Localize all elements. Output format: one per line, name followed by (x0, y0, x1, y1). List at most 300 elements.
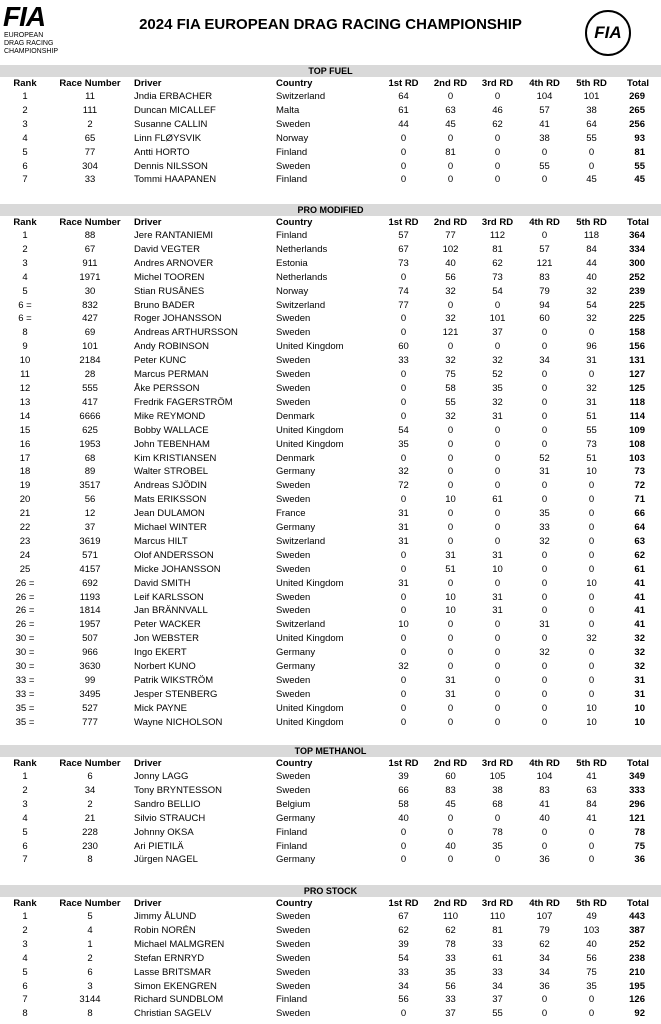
cell-round-5: 118 (583, 230, 600, 241)
cell-round-5: 0 (588, 522, 595, 534)
cell-round-1: 74 (398, 285, 409, 297)
cell-race-number: 228 (82, 826, 98, 838)
cell-round-5: 56 (586, 952, 597, 964)
cell-total: 75 (634, 840, 645, 852)
page-title: 2024 FIA EUROPEAN DRAG RACING CHAMPIONSHIP (139, 16, 522, 33)
cell-round-5: 0 (588, 146, 595, 158)
table-row (0, 507, 661, 521)
cell-round-5: 103 (583, 924, 600, 936)
cell-rank: 4 (22, 812, 28, 824)
cell-round-3: 0 (494, 174, 501, 186)
cell-round-4: 62 (539, 938, 550, 950)
cell-round-5: 0 (588, 160, 595, 172)
cell-driver: Susanne CALLIN (134, 118, 208, 130)
cell-round-4: 0 (541, 146, 548, 158)
cell-race-number: 555 (82, 382, 98, 394)
cell-round-2: 62 (445, 924, 456, 936)
cell-round-3: 78 (492, 826, 503, 838)
cell-country: Sweden (276, 549, 311, 561)
cell-total: 239 (629, 285, 645, 297)
column-header-driver: Driver (134, 758, 162, 769)
column-header-round-2: 2nd RD (433, 758, 468, 769)
cell-round-5: 0 (588, 994, 595, 1006)
cell-total: 55 (634, 160, 645, 172)
cell-round-5: 96 (586, 341, 597, 353)
cell-country: France (276, 508, 306, 520)
cell-round-3: 0 (494, 299, 501, 311)
cell-round-4: 83 (539, 271, 550, 283)
cell-round-4: 0 (541, 577, 548, 589)
table-header-row (0, 897, 661, 910)
cell-round-5: 10 (586, 702, 597, 714)
cell-driver: Mike REYMOND (134, 410, 206, 422)
cell-race-number: 3619 (79, 535, 101, 547)
cell-round-5: 101 (583, 91, 600, 102)
cell-round-1: 0 (400, 633, 407, 645)
column-header-driver: Driver (134, 217, 162, 228)
cell-total: 443 (629, 911, 645, 922)
cell-total: 296 (629, 798, 645, 810)
cell-round-2: 63 (445, 104, 456, 116)
standings-section (0, 65, 661, 187)
cell-race-number: 4 (87, 924, 93, 936)
cell-race-number: 28 (84, 369, 96, 381)
cell-round-4: 34 (539, 952, 550, 964)
cell-round-3: 81 (492, 924, 503, 936)
cell-rank: 3 (22, 118, 28, 130)
cell-race-number: 832 (82, 299, 98, 311)
cell-total: 156 (629, 341, 645, 353)
cell-round-1: 0 (400, 382, 407, 394)
cell-round-1: 0 (400, 410, 407, 422)
cell-round-5: 31 (586, 396, 597, 408)
cell-round-1: 39 (398, 938, 409, 950)
cell-race-number: 2 (87, 798, 93, 810)
cell-country: Sweden (276, 396, 311, 408)
cell-country: Sweden (276, 494, 311, 506)
cell-driver: David SMITH (134, 577, 191, 589)
cell-total: 126 (629, 994, 645, 1006)
logo-line-3: CHAMPIONSHIP (4, 48, 59, 55)
table-header-row (0, 216, 661, 229)
table-row (0, 1007, 661, 1021)
cell-round-1: 33 (398, 355, 409, 367)
cell-total: 265 (629, 104, 645, 116)
cell-round-2: 35 (445, 966, 456, 978)
standings-section (0, 204, 661, 730)
cell-round-3: 37 (492, 327, 503, 339)
cell-round-4: 0 (541, 1008, 548, 1020)
section-title: TOP METHANOL (0, 745, 661, 757)
table-row (0, 312, 661, 326)
cell-country: Sweden (276, 980, 311, 992)
cell-round-4: 34 (539, 355, 550, 367)
cell-round-2: 0 (447, 661, 454, 673)
cell-race-number: 3495 (79, 688, 101, 700)
table-row (0, 410, 661, 424)
cell-round-3: 32 (492, 396, 503, 408)
cell-rank: 5 (22, 826, 28, 838)
cell-round-4: 60 (539, 313, 550, 325)
cell-rank: 35 = (15, 716, 35, 728)
cell-round-4: 0 (541, 494, 548, 506)
cell-round-3: 73 (492, 271, 503, 283)
table-row (0, 952, 661, 966)
cell-round-2: 0 (447, 438, 454, 450)
cell-round-2: 102 (442, 243, 459, 255)
column-header-round-1: 1st RD (388, 758, 419, 769)
cell-round-5: 41 (586, 771, 597, 782)
section-title: PRO MODIFIED (0, 204, 661, 216)
cell-round-3: 0 (494, 812, 501, 824)
cell-driver: Jonny LAGG (134, 771, 189, 782)
cell-race-number: 911 (82, 257, 98, 269)
cell-country: Sweden (276, 911, 311, 922)
cell-total: 78 (634, 826, 645, 838)
cell-rank: 2 (22, 784, 28, 796)
cell-round-5: 73 (586, 438, 597, 450)
column-header-country: Country (276, 78, 313, 89)
cell-race-number: 77 (84, 146, 96, 158)
standings-section (0, 885, 661, 1021)
cell-rank: 7 (22, 854, 28, 866)
column-header-race-number: Race Number (59, 758, 121, 769)
cell-total: 41 (634, 619, 645, 631)
cell-round-1: 61 (398, 104, 409, 116)
cell-round-4: 55 (539, 160, 550, 172)
cell-country: United Kingdom (276, 424, 344, 436)
table-header-row (0, 77, 661, 90)
cell-driver: Marcus PERMAN (134, 369, 209, 381)
table-row (0, 424, 661, 438)
cell-driver: Robin NORÉN (134, 924, 196, 936)
cell-round-5: 45 (586, 174, 597, 186)
cell-rank: 17 (19, 452, 31, 464)
cell-rank: 4 (22, 271, 28, 283)
column-header-round-4: 4th RD (529, 78, 560, 89)
cell-driver: Michael WINTER (134, 522, 207, 534)
cell-country: Sweden (276, 327, 311, 339)
cell-round-4: 0 (541, 826, 548, 838)
cell-country: United Kingdom (276, 577, 344, 589)
cell-round-4: 104 (536, 91, 553, 102)
cell-round-2: 40 (445, 840, 456, 852)
cell-country: United Kingdom (276, 438, 344, 450)
cell-round-1: 0 (400, 132, 407, 144)
column-header-total: Total (627, 217, 649, 228)
cell-round-4: 32 (539, 535, 550, 547)
cell-round-1: 34 (398, 980, 409, 992)
table-row (0, 784, 661, 798)
standings-table (0, 897, 661, 1021)
table-row (0, 493, 661, 507)
cell-country: Switzerland (276, 535, 326, 547)
cell-country: United Kingdom (276, 341, 344, 353)
cell-driver: Leif KARLSSON (134, 591, 204, 603)
table-row (0, 299, 661, 313)
cell-race-number: 68 (84, 452, 96, 464)
cell-rank: 26 = (15, 605, 35, 617)
cell-round-5: 40 (586, 938, 597, 950)
cell-rank: 7 (22, 174, 28, 186)
cell-total: 10 (634, 702, 645, 714)
cell-round-4: 52 (539, 452, 550, 464)
cell-race-number: 37 (84, 522, 96, 534)
cell-round-2: 0 (447, 466, 454, 478)
cell-round-1: 72 (398, 480, 409, 492)
column-header-country: Country (276, 898, 313, 909)
column-header-country: Country (276, 758, 313, 769)
table-row (0, 146, 661, 160)
cell-driver: Walter STROBEL (134, 466, 209, 478)
cell-round-2: 56 (445, 980, 456, 992)
cell-round-5: 44 (586, 257, 597, 269)
cell-round-5: 0 (588, 688, 595, 700)
cell-country: Norway (276, 285, 309, 297)
cell-round-3: 61 (492, 494, 503, 506)
table-row (0, 702, 661, 716)
cell-country: Sweden (276, 313, 311, 325)
cell-rank: 6 (22, 840, 28, 852)
table-row (0, 910, 661, 924)
cell-total: 32 (634, 661, 645, 673)
cell-round-1: 73 (398, 257, 409, 269)
cell-total: 333 (629, 784, 645, 796)
cell-round-4: 31 (539, 466, 550, 478)
column-header-total: Total (627, 898, 649, 909)
cell-driver: Olof ANDERSSON (134, 549, 214, 561)
cell-round-5: 0 (588, 647, 595, 659)
table-row (0, 993, 661, 1007)
cell-driver: Sandro BELLIO (134, 798, 201, 810)
cell-round-1: 0 (400, 549, 407, 561)
cell-total: 66 (634, 508, 645, 520)
cell-race-number: 4157 (79, 563, 101, 575)
cell-round-1: 32 (398, 466, 409, 478)
table-row (0, 924, 661, 938)
cell-round-3: 34 (492, 980, 503, 992)
cell-round-2: 0 (447, 535, 454, 547)
cell-total: 73 (634, 466, 645, 478)
cell-race-number: 12 (84, 508, 96, 520)
cell-rank: 5 (22, 146, 28, 158)
cell-round-1: 35 (398, 438, 409, 450)
cell-race-number: 101 (82, 341, 98, 353)
cell-country: Sweden (276, 605, 311, 617)
cell-round-2: 0 (447, 480, 454, 492)
cell-round-5: 41 (586, 812, 597, 824)
cell-round-1: 0 (400, 271, 407, 283)
cell-round-5: 0 (588, 675, 595, 686)
cell-round-4: 0 (541, 341, 548, 353)
cell-round-2: 78 (445, 938, 456, 950)
cell-country: Sweden (276, 1008, 311, 1020)
table-row (0, 173, 661, 187)
cell-total: 349 (629, 771, 645, 782)
cell-round-5: 0 (588, 840, 595, 852)
cell-round-2: 45 (445, 118, 456, 130)
table-row (0, 660, 661, 674)
cell-total: 63 (634, 535, 645, 547)
cell-country: Germany (276, 647, 316, 659)
cell-driver: Ari PIETILÄ (134, 840, 184, 852)
cell-country: Germany (276, 812, 316, 824)
column-header-round-2: 2nd RD (433, 78, 468, 89)
cell-driver: Antti HORTO (134, 146, 190, 158)
cell-rank: 3 (22, 798, 28, 810)
cell-driver: Jesper STENBERG (134, 688, 218, 700)
cell-round-4: 0 (541, 438, 548, 450)
cell-round-4: 36 (539, 980, 550, 992)
cell-round-1: 0 (400, 369, 407, 381)
cell-round-3: 32 (492, 355, 503, 367)
cell-rank: 30 = (15, 661, 35, 673)
cell-driver: Peter WACKER (134, 619, 201, 631)
cell-round-1: 60 (398, 341, 409, 353)
cell-round-2: 0 (447, 452, 454, 464)
cell-round-4: 121 (536, 257, 553, 269)
table-row (0, 966, 661, 980)
cell-driver: Bruno BADER (134, 299, 195, 311)
cell-country: Finland (276, 994, 308, 1006)
cell-round-4: 0 (541, 424, 548, 436)
cell-round-1: 0 (400, 675, 407, 686)
cell-race-number: 99 (84, 675, 96, 686)
cell-total: 334 (629, 243, 645, 255)
cell-round-1: 10 (398, 619, 409, 631)
cell-driver: Andreas ARTHURSSON (134, 327, 238, 339)
cell-rank: 1 (22, 771, 28, 782)
cell-round-2: 0 (447, 854, 454, 866)
cell-race-number: 8 (87, 854, 93, 866)
cell-round-5: 0 (588, 563, 595, 575)
cell-round-5: 0 (588, 549, 595, 561)
cell-race-number: 88 (84, 230, 96, 241)
cell-round-4: 0 (541, 369, 548, 381)
cell-driver: Kim KRISTIANSEN (134, 452, 217, 464)
cell-total: 45 (634, 174, 645, 186)
cell-round-5: 51 (586, 410, 597, 422)
table-row (0, 465, 661, 479)
cell-round-1: 0 (400, 1008, 407, 1020)
cell-round-2: 56 (445, 271, 456, 283)
cell-total: 121 (629, 812, 645, 824)
cell-round-2: 0 (447, 174, 454, 186)
cell-rank: 30 = (15, 633, 35, 645)
cell-round-3: 0 (494, 508, 501, 520)
cell-total: 41 (634, 605, 645, 617)
cell-round-5: 32 (586, 285, 597, 297)
cell-round-2: 0 (447, 812, 454, 824)
column-header-round-1: 1st RD (388, 898, 419, 909)
cell-country: Sweden (276, 355, 311, 367)
cell-rank: 2 (22, 243, 28, 255)
cell-round-2: 33 (445, 952, 456, 964)
cell-round-3: 0 (494, 688, 501, 700)
cell-round-2: 121 (442, 327, 459, 339)
cell-round-5: 0 (588, 591, 595, 603)
cell-race-number: 1957 (79, 619, 101, 631)
cell-round-4: 0 (541, 702, 548, 714)
cell-round-3: 68 (492, 798, 503, 810)
table-row (0, 798, 661, 812)
cell-round-2: 0 (447, 826, 454, 838)
cell-round-3: 0 (494, 647, 501, 659)
cell-race-number: 3517 (79, 480, 101, 492)
cell-round-2: 60 (445, 771, 456, 782)
cell-round-5: 0 (588, 854, 595, 866)
cell-round-1: 0 (400, 146, 407, 158)
cell-round-3: 0 (494, 577, 501, 589)
column-header-rank: Rank (13, 898, 37, 909)
cell-race-number: 1814 (79, 605, 101, 617)
cell-round-4: 0 (541, 591, 548, 603)
column-header-country: Country (276, 217, 313, 228)
cell-rank: 26 = (15, 591, 35, 603)
table-row (0, 826, 661, 840)
cell-round-5: 64 (586, 118, 597, 130)
cell-country: Netherlands (276, 271, 328, 283)
cell-round-3: 62 (492, 118, 503, 130)
cell-round-1: 0 (400, 174, 407, 186)
table-row (0, 604, 661, 618)
column-header-race-number: Race Number (59, 78, 121, 89)
cell-driver: Roger JOHANSSON (134, 313, 222, 325)
cell-round-5: 32 (586, 382, 597, 394)
cell-rank: 14 (19, 410, 31, 422)
cell-round-2: 31 (445, 688, 456, 700)
cell-round-4: 57 (539, 243, 550, 255)
cell-round-4: 0 (541, 994, 548, 1006)
cell-race-number: 2 (87, 952, 93, 964)
column-header-race-number: Race Number (59, 217, 121, 228)
table-row (0, 438, 661, 452)
cell-total: 31 (634, 675, 645, 686)
cell-race-number: 5 (87, 911, 93, 922)
cell-driver: Andy ROBINSON (134, 341, 209, 353)
cell-rank: 6 (22, 160, 28, 172)
cell-round-4: 38 (539, 132, 550, 144)
cell-round-1: 0 (400, 563, 407, 575)
cell-round-2: 58 (445, 382, 456, 394)
cell-rank: 2 (22, 924, 28, 936)
cell-round-1: 40 (398, 812, 409, 824)
cell-country: Belgium (276, 798, 311, 810)
cell-driver: Ingo EKERT (134, 647, 187, 659)
cell-round-3: 31 (492, 410, 503, 422)
cell-driver: Mats ERIKSSON (134, 494, 207, 506)
cell-country: Sweden (276, 938, 311, 950)
cell-round-3: 0 (494, 160, 501, 172)
cell-country: Finland (276, 174, 308, 186)
table-row (0, 853, 661, 867)
table-row (0, 812, 661, 826)
cell-round-1: 0 (400, 826, 407, 838)
cell-total: 210 (629, 966, 645, 978)
cell-round-5: 0 (588, 327, 595, 339)
cell-round-3: 0 (494, 522, 501, 534)
cell-race-number: 56 (84, 494, 96, 506)
cell-round-4: 0 (541, 605, 548, 617)
cell-round-2: 0 (447, 633, 454, 645)
cell-rank: 33 = (15, 675, 35, 686)
cell-round-1: 66 (398, 784, 409, 796)
cell-country: United Kingdom (276, 702, 344, 714)
cell-race-number: 11 (85, 91, 95, 102)
cell-round-2: 0 (447, 647, 454, 659)
cell-rank: 15 (19, 424, 31, 436)
column-header-rank: Rank (13, 78, 37, 89)
